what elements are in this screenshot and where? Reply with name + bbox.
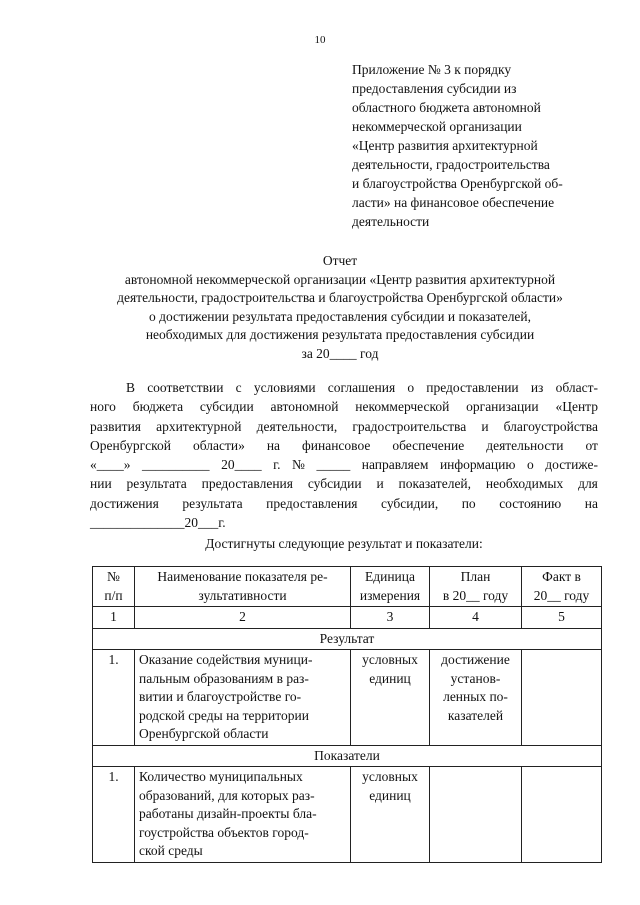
paragraph-word: необходимых	[485, 476, 564, 492]
paragraph-word: ного	[90, 399, 116, 415]
paragraph-word: В	[126, 380, 136, 395]
cell-line: Оренбургской области	[139, 726, 269, 741]
report-title-line: автономной некоммерческой организации «Центр развития архитектурной	[124, 271, 556, 287]
appendix-line: и благоустройства Оренбургской об-	[352, 176, 563, 191]
cell-line: 20__ году	[533, 587, 590, 603]
cell-line: ленных по-	[443, 689, 508, 704]
column-header	[430, 567, 522, 607]
paragraph-word: от	[585, 437, 598, 453]
paragraph-word: для	[578, 476, 598, 492]
column-header	[351, 567, 430, 607]
column-number: 5	[522, 607, 602, 629]
achieved-heading: Достигнуты следующие результат и показатели:	[205, 536, 483, 551]
paragraph-word: на	[266, 437, 281, 453]
row-number: 1.	[93, 767, 135, 863]
cell-line: работаны дизайн-проекты бла-	[139, 806, 317, 821]
cell-line: Единица	[364, 569, 415, 584]
cell-line: №	[107, 569, 120, 584]
paragraph-word: и	[481, 418, 489, 434]
paragraph-word: с	[235, 380, 242, 395]
report-title	[60, 252, 620, 363]
paragraph-word: Оренбургской	[90, 437, 171, 453]
paragraph-word: из	[530, 380, 544, 395]
appendix-line: деятельности, градостроительства	[352, 157, 550, 172]
paragraph-word: состоянию	[499, 495, 562, 511]
paragraph-word: нии	[90, 476, 112, 492]
paragraph-word: обеспечение	[392, 437, 465, 453]
plan-cell	[430, 767, 522, 863]
paragraph-word: 20____	[221, 457, 262, 473]
cell-line: единиц	[369, 787, 411, 803]
paragraph-word: финансовое	[302, 437, 371, 453]
appendix-line: ласти» на финансовое обеспечение	[352, 195, 555, 210]
cell-line: Количество муниципальных	[139, 769, 303, 784]
paragraph-word: __________	[142, 457, 210, 473]
paragraph-word: результата	[126, 476, 187, 492]
paragraph-line	[90, 455, 598, 474]
cell-line: п/п	[104, 587, 123, 603]
paragraph-word: бюджета	[132, 399, 184, 415]
paragraph-line	[90, 436, 598, 455]
column-number: 4	[430, 607, 522, 629]
header-row	[93, 567, 602, 607]
paragraph-word: о	[526, 457, 534, 473]
paragraph-word: _____	[316, 457, 351, 473]
cell-line: гоустройства объектов город-	[139, 824, 309, 840]
paragraph-word: предоставления	[266, 495, 358, 511]
appendix-note	[352, 60, 602, 231]
cell-line: родской среды на территории	[139, 707, 309, 723]
row-number: 1.	[93, 650, 135, 746]
report-title-line: о достижении результата предоставления субсидии и показателей,	[148, 308, 532, 324]
report-title-line: необходимых для достижения результата предоставления субсидии	[145, 327, 535, 342]
paragraph-word: направляем	[361, 457, 429, 473]
paragraph-word: архитектурной	[156, 418, 242, 434]
column-header	[135, 567, 351, 607]
appendix-line: некоммерческой организации	[352, 119, 522, 134]
report-title-line: деятельности, градостроительства и благоустройства Оренбургской области»	[117, 290, 563, 305]
column-number: 1	[93, 607, 135, 629]
paragraph-word: на	[584, 495, 598, 511]
paragraph-word: благоустройства	[503, 418, 598, 434]
paragraph-word: деятельности,	[256, 418, 338, 434]
unit-cell	[351, 767, 430, 863]
paragraph-word: по	[461, 495, 476, 511]
cell-line: измерения	[359, 587, 421, 603]
cell-line: достижение	[441, 652, 510, 667]
report-title-line: за 20____ год	[301, 345, 379, 361]
cell-line: казателей	[447, 707, 504, 723]
cell-line: образований, для которых раз-	[139, 787, 315, 803]
cell-line: ской среды	[139, 843, 203, 858]
body-paragraph	[90, 378, 598, 532]
cell-line: Факт в	[542, 569, 581, 584]
column-number: 2	[135, 607, 351, 629]
column-header	[522, 567, 602, 607]
paragraph-word: ______________20___г.	[90, 515, 226, 531]
paragraph-word: «Центр	[555, 399, 598, 415]
section-title: Результат	[93, 628, 602, 650]
paragraph-word: №	[292, 457, 305, 473]
paragraph-word: област-	[555, 380, 598, 395]
appendix-line: «Центр развития архитектурной	[352, 138, 538, 153]
paragraph-line	[90, 474, 598, 493]
cell-line: Наименование показателя ре-	[157, 569, 328, 584]
paragraph-word: развития	[90, 418, 142, 434]
column-number: 3	[351, 607, 430, 629]
paragraph-word: о	[407, 380, 415, 395]
column-header	[93, 567, 135, 607]
paragraph-word: области»	[192, 437, 245, 453]
paragraph-word: субсидии,	[381, 495, 439, 511]
paragraph-word: г.	[273, 457, 281, 473]
paragraph-word: субсидии	[307, 476, 362, 492]
page-number: 10	[314, 34, 326, 46]
paragraph-word: и	[376, 476, 384, 492]
paragraph-word: достижения	[90, 495, 159, 511]
fact-cell	[522, 650, 602, 746]
paragraph-line	[90, 378, 598, 397]
section-row	[93, 745, 602, 767]
appendix-line: деятельности	[352, 214, 430, 229]
cell-line: условных	[362, 769, 418, 784]
cell-line: условных	[362, 652, 418, 667]
paragraph-word: автономной	[270, 399, 339, 415]
paragraph-word: «____»	[90, 457, 131, 473]
paragraph-word: информацию	[439, 457, 516, 473]
paragraph-word: достиже-	[545, 457, 598, 473]
plan-cell	[430, 650, 522, 746]
cell-line: Оказание содействия муници-	[139, 652, 313, 667]
indicators-table	[92, 566, 602, 863]
paragraph-line	[90, 494, 598, 513]
section-row	[93, 628, 602, 650]
paragraph-word: результата	[182, 495, 243, 511]
paragraph-word: соответствии	[147, 380, 224, 395]
section-title: Показатели	[93, 745, 602, 767]
paragraph-word: деятельности	[486, 437, 564, 453]
cell-line: пальным образованиям в раз-	[139, 670, 309, 686]
paragraph-word: предоставлении	[426, 380, 519, 395]
appendix-line: предоставления субсидии из	[352, 81, 517, 96]
paragraph-word: предоставления	[201, 476, 293, 492]
table-row	[93, 650, 602, 746]
indicator-name	[135, 767, 351, 863]
unit-cell	[351, 650, 430, 746]
indicator-name	[135, 650, 351, 746]
fact-cell	[522, 767, 602, 863]
column-number-row	[93, 607, 602, 629]
paragraph-line	[90, 397, 598, 416]
cell-line: зультативности	[198, 587, 287, 603]
table-row	[93, 767, 602, 863]
paragraph-word: показателей,	[398, 476, 472, 492]
paragraph-word: градостроительства	[352, 418, 467, 434]
cell-line: в 20__ году	[442, 587, 509, 603]
paragraph-word: условиями	[253, 380, 316, 395]
appendix-line: Приложение № 3 к порядку	[352, 62, 512, 77]
cell-line: витии и благоустройстве го-	[139, 689, 302, 704]
paragraph-word: соглашения	[327, 380, 396, 395]
cell-line: единиц	[369, 670, 411, 686]
report-heading: Отчет	[322, 253, 358, 268]
appendix-line: областного бюджета автономной	[352, 100, 541, 115]
paragraph-word: субсидии	[199, 399, 254, 415]
paragraph-word: некоммерческой	[355, 399, 450, 415]
cell-line: План	[460, 569, 491, 584]
paragraph-word: организации	[466, 399, 539, 415]
paragraph-line	[90, 513, 598, 532]
paragraph-line	[90, 417, 598, 436]
cell-line: установ-	[450, 670, 501, 686]
